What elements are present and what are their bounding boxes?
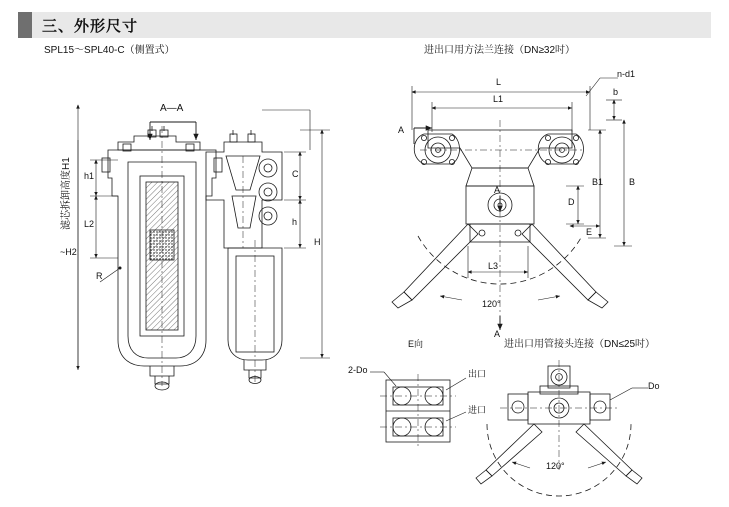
left-figure-vertical-label: 滤芯拆卸高度H1 — [61, 157, 72, 230]
dim-B: B — [629, 177, 636, 187]
e-view-caption: E向 — [408, 339, 424, 349]
label-2do: 2-Do — [348, 365, 368, 375]
dim-b: b — [613, 87, 619, 97]
dim-l2: L2 — [84, 219, 95, 229]
dim-h: h — [292, 217, 298, 227]
dim-L: L — [496, 77, 502, 87]
dim-E: E — [586, 227, 593, 237]
dim-c: C — [292, 169, 299, 179]
page-title: 三、外形尺寸 — [42, 18, 139, 35]
dim-H: H — [314, 237, 321, 247]
dim-h2: ~H2 — [60, 247, 77, 257]
dim-r: R — [96, 271, 103, 281]
dim-L3: L3 — [488, 261, 499, 271]
dim-h1: h1 — [84, 171, 95, 181]
angle-120-top: 120° — [482, 299, 501, 309]
angle-120-bottom: 120° — [546, 461, 565, 471]
topright-caption: 进出口用方法兰连接（DN≥32吋） — [424, 45, 576, 56]
dim-L1: L1 — [493, 94, 504, 104]
view-mark-a-mid: A — [494, 185, 501, 195]
view-mark-a-bottom: A — [494, 329, 501, 339]
label-outlet: 出口 — [468, 369, 487, 379]
view-mark-a-left: A — [398, 125, 405, 135]
dim-B1: B1 — [592, 177, 604, 187]
label-inlet: 进口 — [468, 405, 487, 415]
bottomright-caption: 进出口用管接头连接（DN≤25吋） — [504, 339, 656, 350]
dim-D: D — [568, 197, 575, 207]
left-figure-caption: SPL15～SPL40-C（侧置式） — [44, 45, 175, 56]
section-label-aa: A—A — [160, 103, 184, 114]
dim-nd1: n-d1 — [617, 69, 636, 79]
label-do: Do — [648, 381, 660, 391]
